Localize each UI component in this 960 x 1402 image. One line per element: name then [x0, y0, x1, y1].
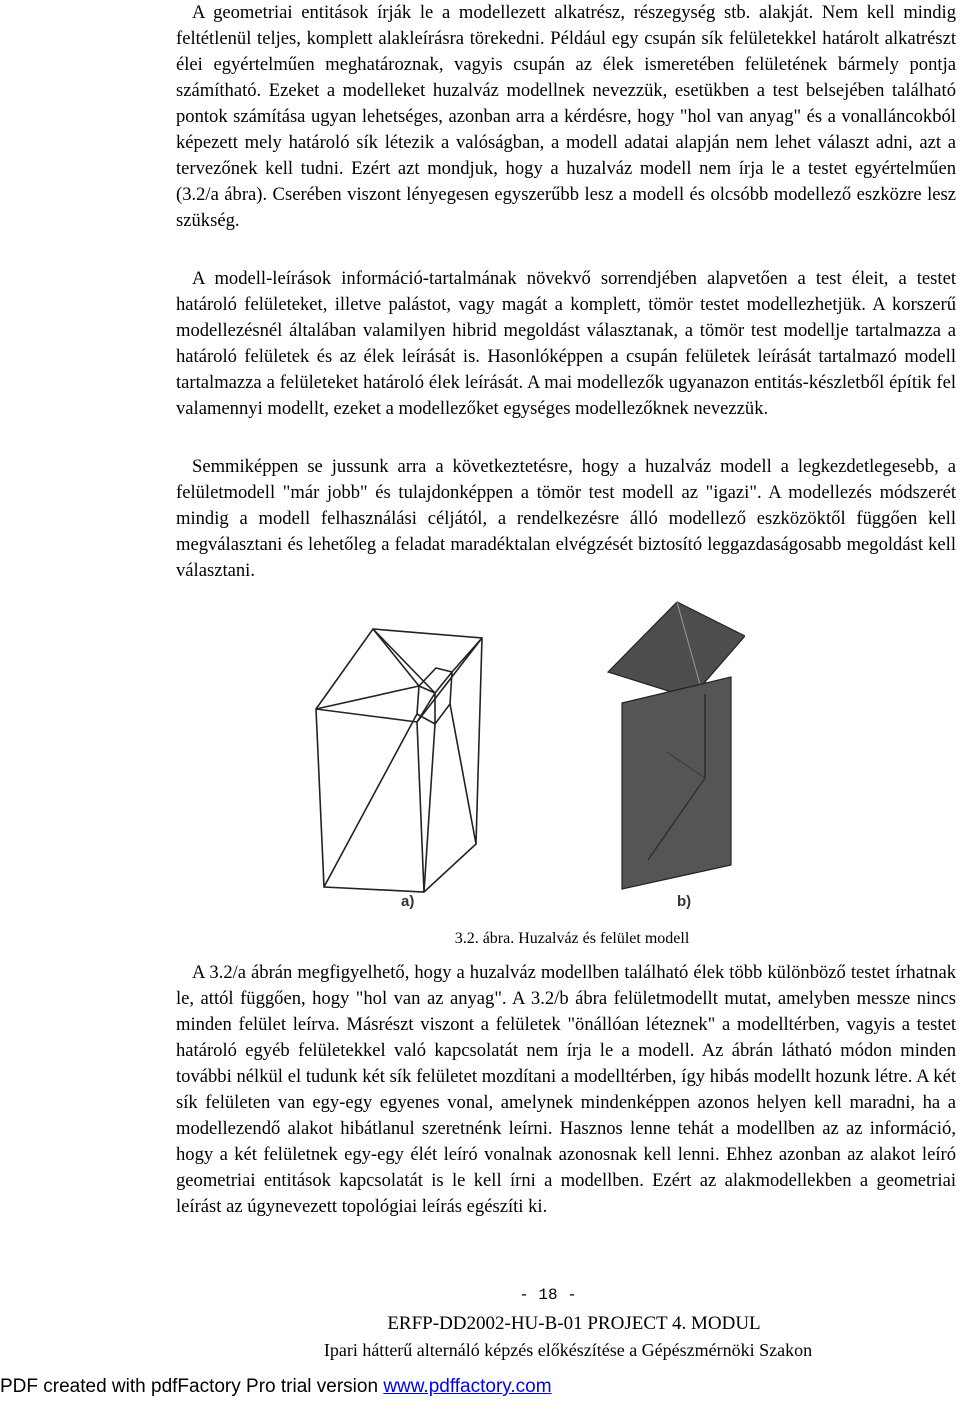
wireframe-model-drawing: [316, 629, 482, 892]
pdf-banner-text: PDF created with pdfFactory Pro trial version: [0, 1376, 384, 1397]
figure-caption: [0, 928, 960, 950]
pdffactory-link[interactable]: www.pdffactory.com: [383, 1376, 552, 1397]
paragraph-4-text: A 3.2/a ábrán megfigyelhető, hogy a huzalváz modellben található élek több különböző testet írhatnak le, attól függően, hogy "hol van az anyag". A 3.2/b ábra felületmodellt mutat, amelyben messze nincs minden felület leírva. Másrészt viszont a felületek "önállóan léteznek" a modelltérben, vagyis a testet határoló egyéb felületekkel való kapcsolatát nem írja le a modell. Az ábrán látható módon minden további nélkül el tudunk két sík felületet mozdítani a modelltérben, így hibás modellt hozunk létre. A két sík felületen van egy-egy egyenes vonal, amelynek mindenképpen azonos helyen kell maradni, ha a modellezendő alakot hibátlanul szeretnénk leírni. Hasznos lenne tehát a modellben az az információ, hogy a két felületnek egy-egy élét leíró vonalnak azonosnak kell lenni. Ehhez azonban az alakot leíró geometriai entitások kapcsolatát is le kell írni a modellben. Ezért az alakmodellekben a geometriai leírást az úgynevezett topológiai leírás egészíti ki.: [176, 962, 956, 1217]
paragraph-1-text: A geometriai entitások írják le a modellezett alkatrész, részegység stb. alakját. Nem kell mindig feltétlenül teljes, komplett alakleírásra törekedni. Például egy csupán sík felületekkel határolt alkatrészt élei egyértelműen meghatároznak, vagyis csupán az élek ismeretében felületének bármely pontja számítható. Ezeket a modelleket huzalváz modellnek nevezzük, esetükben a test belsejében található pontok számítása ugyan lehetséges, azonban arra a kérdésre, hogy "hol van anyag" és a vonalláncokból képezett mely határoló sík létezik a valóságban, a modell adatai alapján nem lehet választ adni, azt a tervezőnek kell tudni. Ezért azt mondjuk, hogy a huzalváz modell nem írja le a testet egyértelműen (3.2/a ábra). Cserében viszont lényegesen egyszerűbb lesz a modell és olcsóbb modellező eszközre lesz szükség.: [176, 2, 956, 231]
figure-label-b: b): [677, 893, 692, 910]
paragraph-3: [176, 454, 956, 584]
figure-caption-text: 3.2. ábra. Huzalváz és felület modell: [454, 930, 690, 947]
surface-model-drawing: [608, 602, 745, 889]
footer-course-line: [0, 1338, 960, 1362]
footer-course-text: Ipari hátterű alternáló képzés előkészítése a Gépészmérnöki Szakon: [323, 1340, 813, 1360]
paragraph-2: [176, 266, 956, 422]
paragraph-4: [176, 960, 956, 1220]
paragraph-2-text: A modell-leírások információ-tartalmának növekvő sorrendjében alapvetően a test éleit, a testet határoló felületeket, illetve palástot, vagy magát a komplett, tömör testet modellezhetjük. A korszerű modellezésnél általában valamilyen hibrid megoldást választanak, a tömör test modellje tartalmazza a határoló felületek és az élek leírását is. Hasonlóképpen a csupán felületek leírását tartalmazó modell tartalmazza a felületeket határoló élek leírását. A mai modellezők ugyanazon entitás-készletből építik fel valamennyi modellt, ezeket a modellezőket egységes modellezőknek nevezzük.: [176, 268, 956, 419]
figure-label-a: a): [401, 893, 415, 910]
figure-wireframe-and-surface-model: [315, 600, 745, 918]
paragraph-1: [176, 0, 956, 234]
page-number: [0, 1284, 960, 1306]
pdf-creator-banner: [0, 1373, 960, 1401]
footer-project-text: ERFP-DD2002-HU-B-01 PROJECT 4. MODUL: [387, 1313, 761, 1334]
page-number-text: - 18 -: [519, 1286, 577, 1304]
paragraph-3-text: Semmiképpen se jussunk arra a következtetésre, hogy a huzalváz modell a legkezdetlegesebb, a felületmodell "már jobb" és tulajdonképpen a tömör test modell az "igazi". A modellezés módszerét mindig a modell felhasználási céljától, a rendelkezésre álló modellező eszközöktől függően kell megválasztani és lehetőleg a feladat maradéktalan elvégzését biztosító leggazdaságosabb megoldást kell választani.: [176, 456, 956, 581]
footer-project-line: [0, 1312, 960, 1336]
